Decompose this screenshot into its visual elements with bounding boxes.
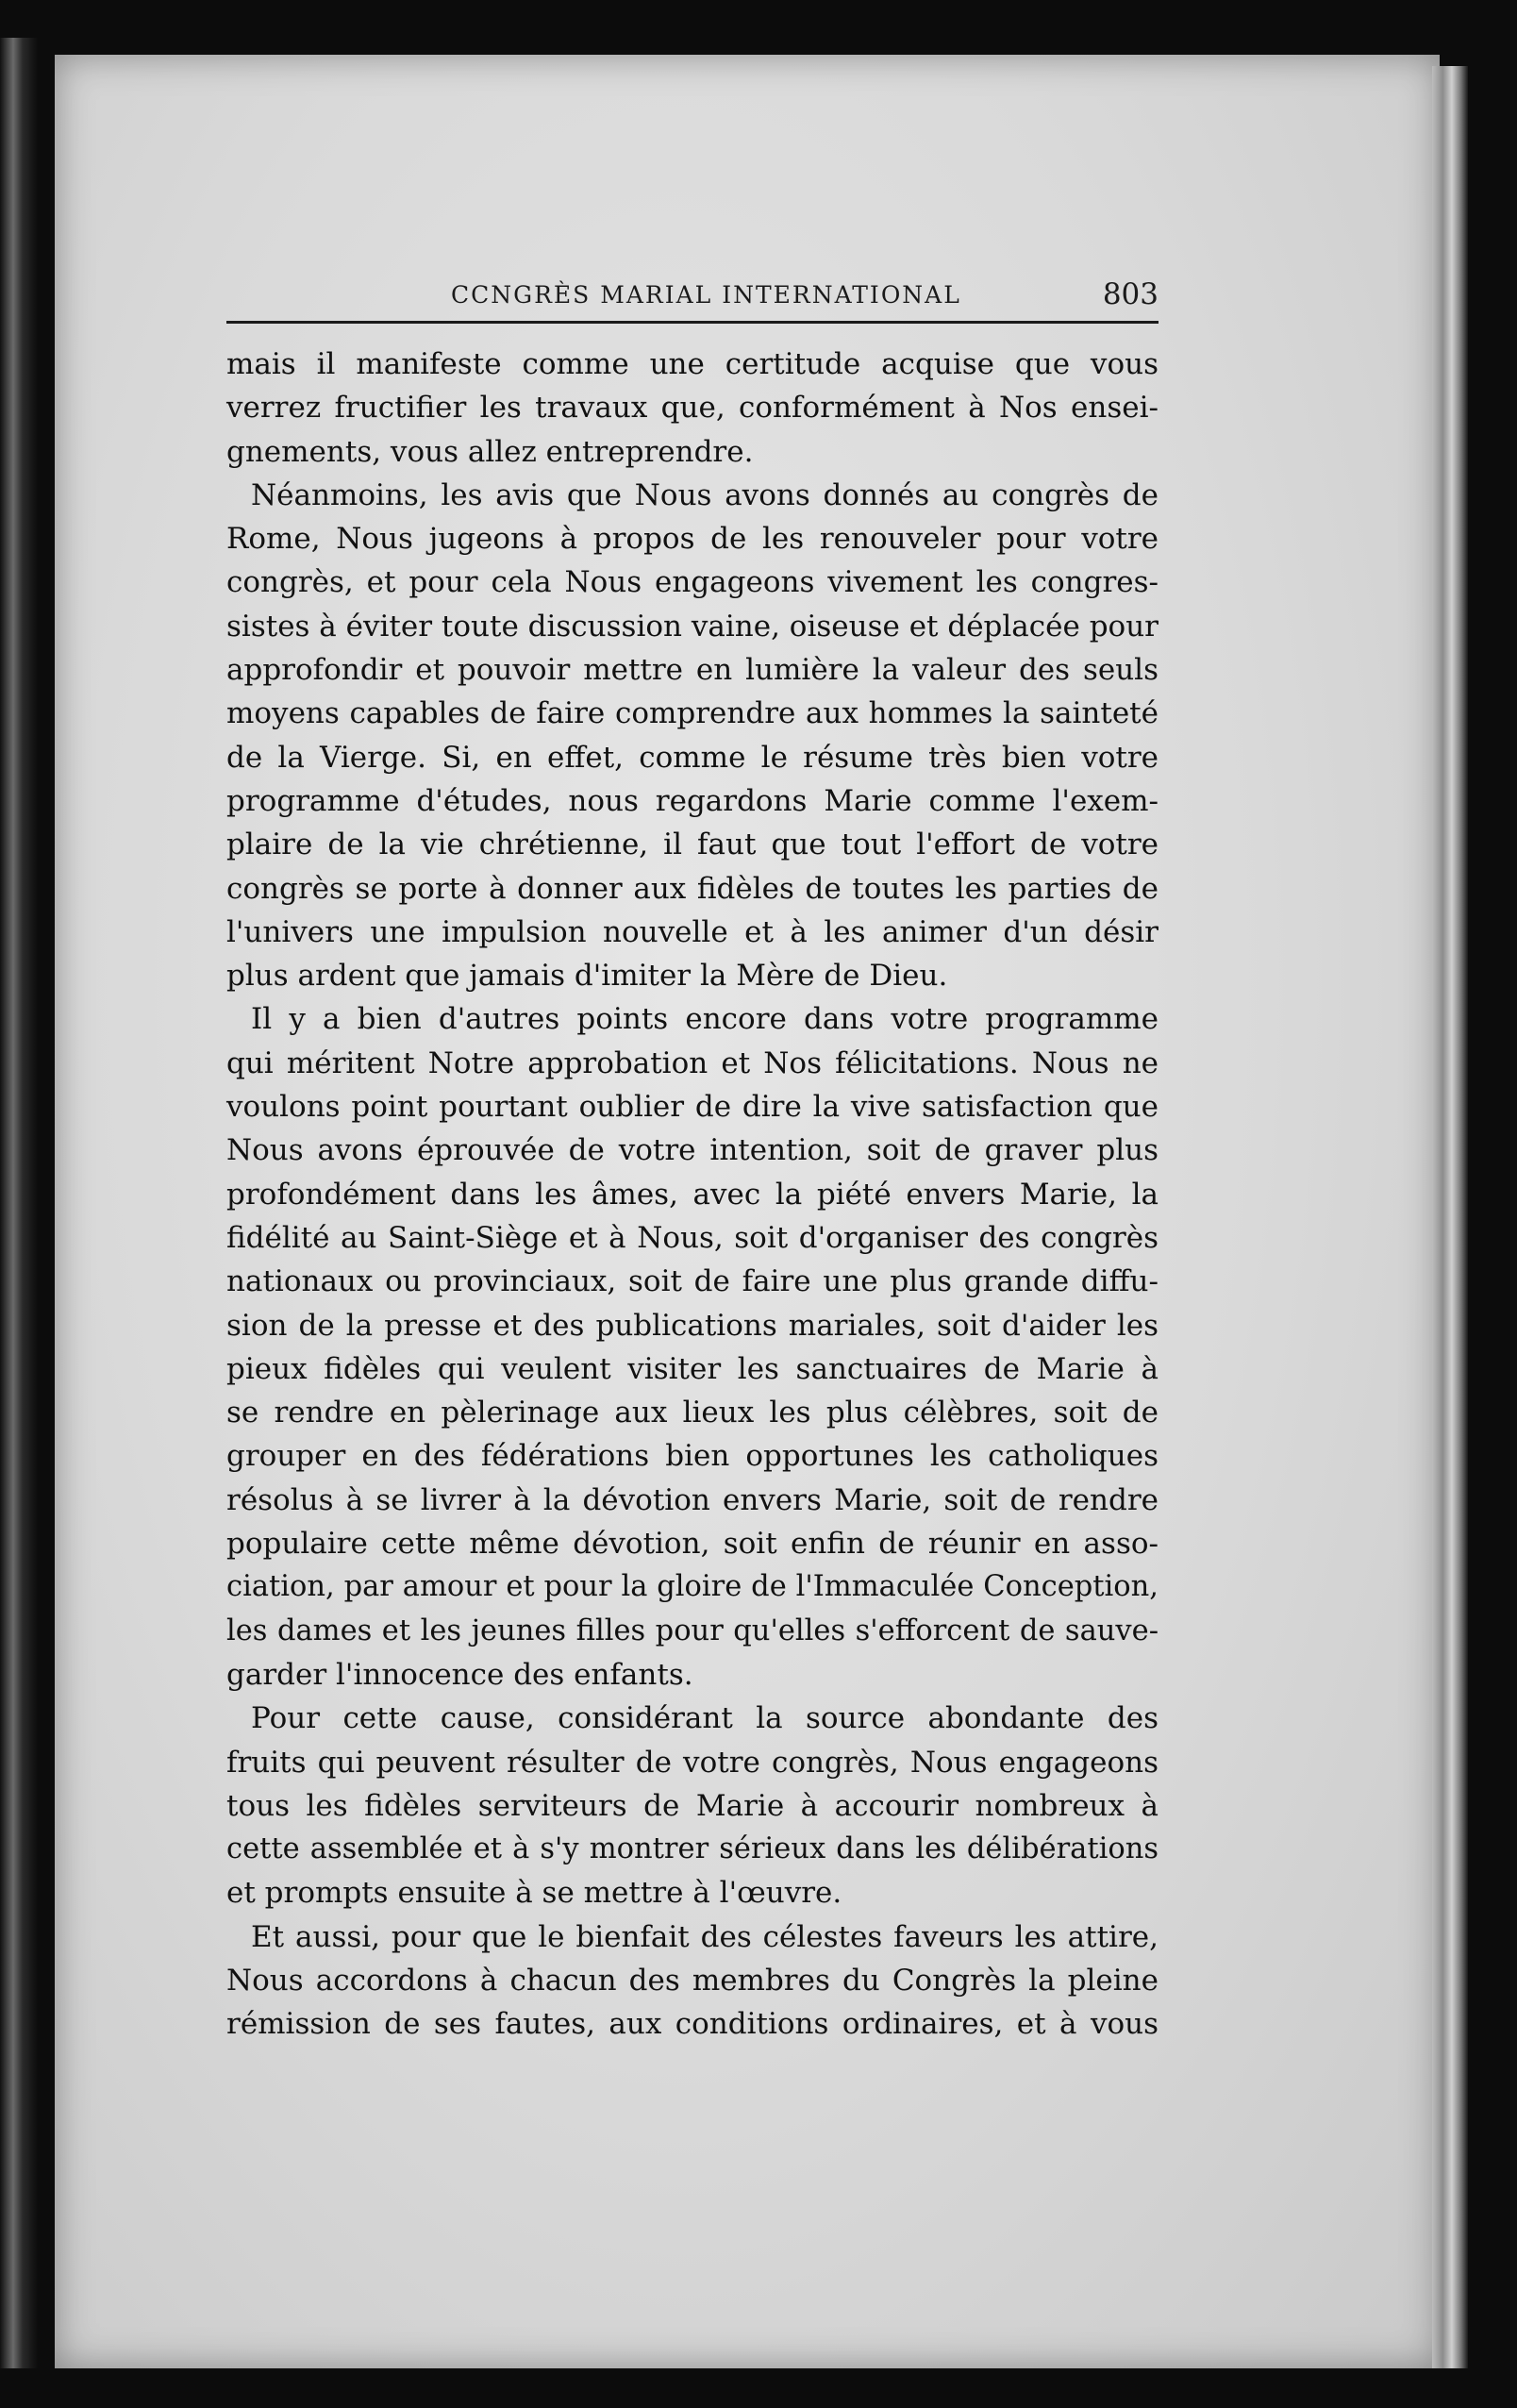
text-line: voulons point pourtant oublier de dire la vive satisfaction que — [226, 1090, 1159, 1125]
text-line: sion de la presse et des publications mariales, soit d'aider les — [226, 1308, 1159, 1343]
facing-page-edge — [0, 38, 38, 2368]
text-line: les dames et les jeunes filles pour qu'elles s'efforcent de sauve- — [226, 1614, 1159, 1647]
text-line: Nous avons éprouvée de votre intention, soit de graver plus — [226, 1133, 1159, 1168]
text-line: Il y a bien d'autres points encore dans votre programme — [251, 1002, 1159, 1037]
text-line: fruits qui peuvent résulter de votre congrès, Nous engageons — [226, 1745, 1159, 1780]
text-line: se rendre en pèlerinage aux lieux les plus célèbres, soit de — [226, 1396, 1159, 1430]
running-head: CCNGRÈS MARIAL INTERNATIONAL — [451, 281, 961, 309]
text-line: Nous accordons à chacun des membres du Congrès la pleine — [226, 1963, 1159, 1998]
page-header — [226, 277, 1159, 317]
text-line: Rome, Nous jugeons à propos de les renouveler pour votre — [226, 522, 1159, 557]
text-line: gnements, vous allez entreprendre. — [226, 434, 754, 469]
text-line: profondément dans les âmes, avec la piété envers Marie, la — [226, 1177, 1159, 1212]
text-line: Et aussi, pour que le bienfait des célestes faveurs les attire, — [251, 1919, 1159, 1954]
text-line: verrez fructifier les travaux que, conformément à Nos ensei- — [226, 391, 1159, 426]
text-line: et prompts ensuite à se mettre à l'œuvre. — [226, 1876, 842, 1911]
text-line: garder l'innocence des enfants. — [226, 1657, 693, 1692]
text-line: nationaux ou provinciaux, soit de faire une plus grande diffu- — [226, 1264, 1159, 1299]
text-line: moyens capables de faire comprendre aux hommes la sainteté — [226, 696, 1159, 731]
text-line: qui méritent Notre approbation et Nos félicitations. Nous ne — [226, 1045, 1159, 1080]
text-line: pieux fidèles qui veulent visiter les sanctuaires de Marie à — [226, 1351, 1159, 1386]
text-line: ciation, par amour et pour la gloire de l'Immaculée Conception, — [226, 1570, 1159, 1604]
text-line: l'univers une impulsion nouvelle et à les animer d'un désir — [226, 914, 1159, 949]
text-line: tous les fidèles serviteurs de Marie à accourir nombreux à — [226, 1788, 1159, 1823]
body-text — [226, 343, 1159, 2047]
header-rule — [226, 321, 1159, 324]
text-line: fidélité au Saint-Siège et à Nous, soit d'organiser des congrès — [226, 1220, 1159, 1255]
page-number: 803 — [1102, 277, 1159, 311]
text-line: Néanmoins, les avis que Nous avons donnés au congrès de — [251, 477, 1159, 512]
text-line: mais il manifeste comme une certitude acquise que vous — [226, 347, 1159, 381]
text-line: de la Vierge. Si, en effet, comme le résume très bien votre — [226, 740, 1159, 775]
text-line: programme d'études, nous regardons Marie comme l'exem- — [226, 783, 1159, 818]
text-line: cette assemblée et à s'y montrer sérieux dans les délibérations — [226, 1832, 1159, 1866]
text-line: congrès se porte à donner aux fidèles de toutes les parties de — [226, 871, 1159, 906]
text-line: populaire cette même dévotion, soit enfin de réunir en asso- — [226, 1527, 1159, 1562]
text-line: plus ardent que jamais d'imiter la Mère de Dieu. — [226, 959, 948, 994]
text-line: congrès, et pour cela Nous engageons vivement les congres- — [226, 565, 1159, 600]
text-line: approfondir et pouvoir mettre en lumière la valeur des seuls — [226, 653, 1159, 688]
text-line: rémission de ses fautes, aux conditions ordinaires, et à vous — [226, 2007, 1159, 2042]
page-stack-edge — [1432, 66, 1468, 2368]
text-line: sistes à éviter toute discussion vaine, oiseuse et déplacée pour — [226, 609, 1159, 644]
text-line: grouper en des fédérations bien opportunes les catholiques — [226, 1439, 1159, 1474]
text-line: résolus à se livrer à la dévotion envers Marie, soit de rendre — [226, 1482, 1159, 1517]
text-line: plaire de la vie chrétienne, il faut que tout l'effort de votre — [226, 828, 1159, 862]
text-line: Pour cette cause, considérant la source abondante des — [251, 1701, 1159, 1736]
